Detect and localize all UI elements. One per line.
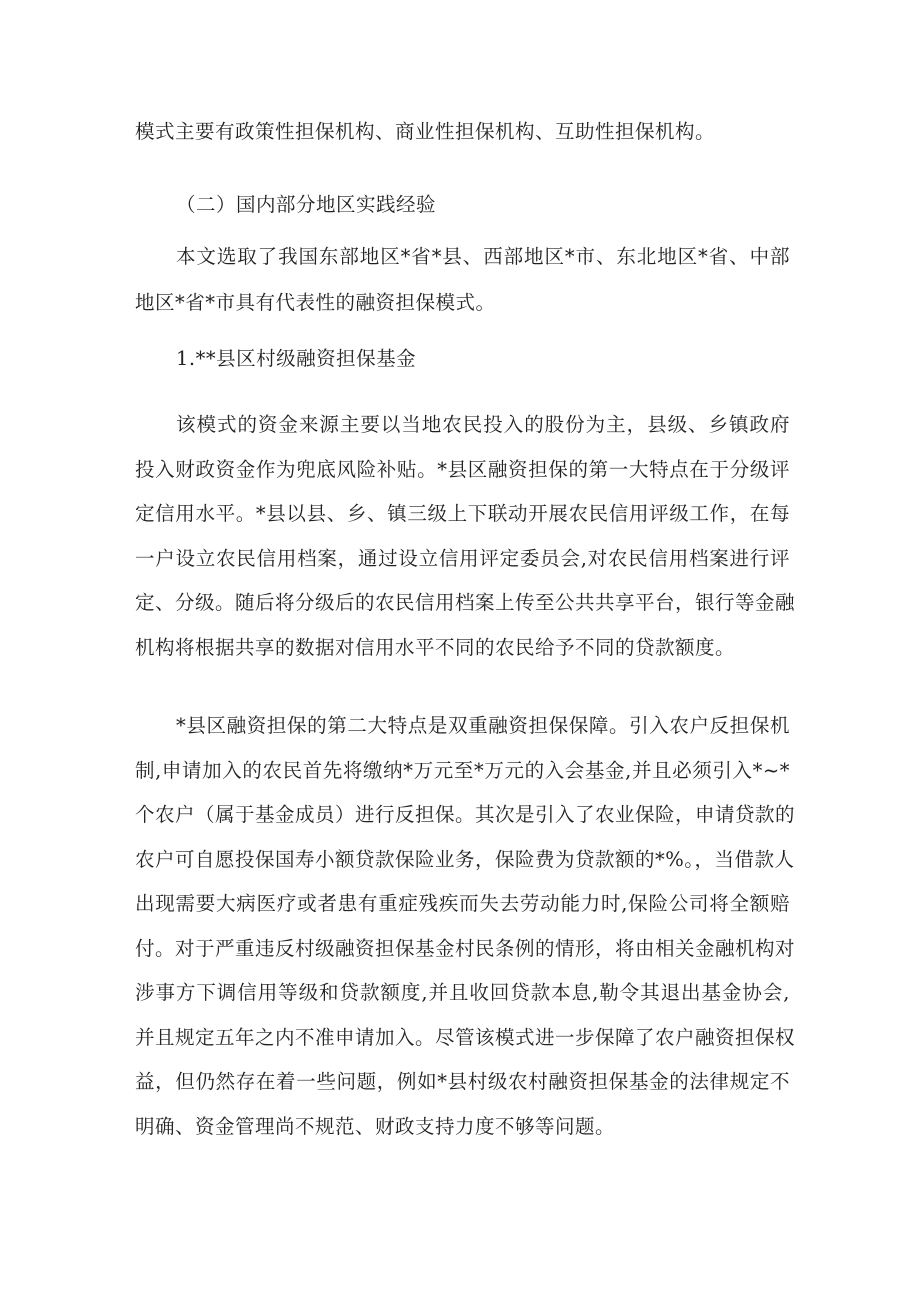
paragraph-line: 模式主要有政策性担保机构、商业性担保机构、互助性担保机构。 bbox=[135, 120, 716, 143]
paragraph-line: 付。对于严重违反村级融资担保基金村民条例的情形，将由相关金融机构对 bbox=[135, 937, 796, 960]
paragraph-line: 明确、资金管理尚不规范、财政支持力度不够等问题。 bbox=[135, 1115, 616, 1138]
paragraph-line: *县区融资担保的第二大特点是双重融资担保保障。引入农户反担保机 bbox=[176, 714, 790, 737]
paragraph-line: 投入财政资金作为兜底风险补贴。*县区融资担保的第一大特点在于分级评 bbox=[135, 458, 790, 481]
paragraph-line: 地区*省*市具有代表性的融资担保模式。 bbox=[135, 291, 496, 314]
paragraph-line: 益，但仍然存在着一些问题，例如*县村级农村融资担保基金的法律规定不 bbox=[135, 1070, 790, 1093]
paragraph-line: 定、分级。随后将分级后的农民信用档案上传至公共共享平台，银行等金融 bbox=[135, 591, 796, 614]
paragraph-line: 机构将根据共享的数据对信用水平不同的农民给予不同的贷款额度。 bbox=[135, 636, 736, 659]
subsection-heading: 1.**县区村级融资担保基金 bbox=[176, 347, 417, 370]
paragraph-line: 个农户（属于基金成员）进行反担保。其次是引入了农业保险，申请贷款的 bbox=[135, 803, 796, 826]
paragraph-line: 制,申请加入的农民首先将缴纳*万元至*万元的入会基金,并且必须引入*~* bbox=[135, 759, 790, 782]
paragraph-line: 该模式的资金来源主要以当地农民投入的股份为主，县级、乡镇政府 bbox=[176, 413, 790, 436]
paragraph-line: 一户设立农民信用档案，通过设立信用评定委员会,对农民信用档案进行评 bbox=[135, 547, 790, 570]
paragraph-line: 涉事方下调信用等级和贷款额度,并且收回贷款本息,勒令其退出基金协会, bbox=[135, 981, 790, 1004]
paragraph-line: 出现需要大病医疗或者患有重症残疾而失去劳动能力时,保险公司将全额赔 bbox=[135, 892, 790, 915]
paragraph-line: 农户可自愿投保国寿小额贷款保险业务，保险费为贷款额的*%。，当借款人 bbox=[135, 848, 795, 871]
paragraph-line: 定信用水平。*县以县、乡、镇三级上下联动开展农民信用评级工作，在每 bbox=[135, 502, 790, 525]
section-heading: （二）国内部分地区实践经验 bbox=[176, 193, 437, 216]
paragraph-line: 本文选取了我国东部地区*省*县、西部地区*市、东北地区*省、中部 bbox=[176, 245, 790, 268]
paragraph-line: 并且规定五年之内不准申请加入。尽管该模式进一步保障了农户融资担保权 bbox=[135, 1026, 796, 1049]
